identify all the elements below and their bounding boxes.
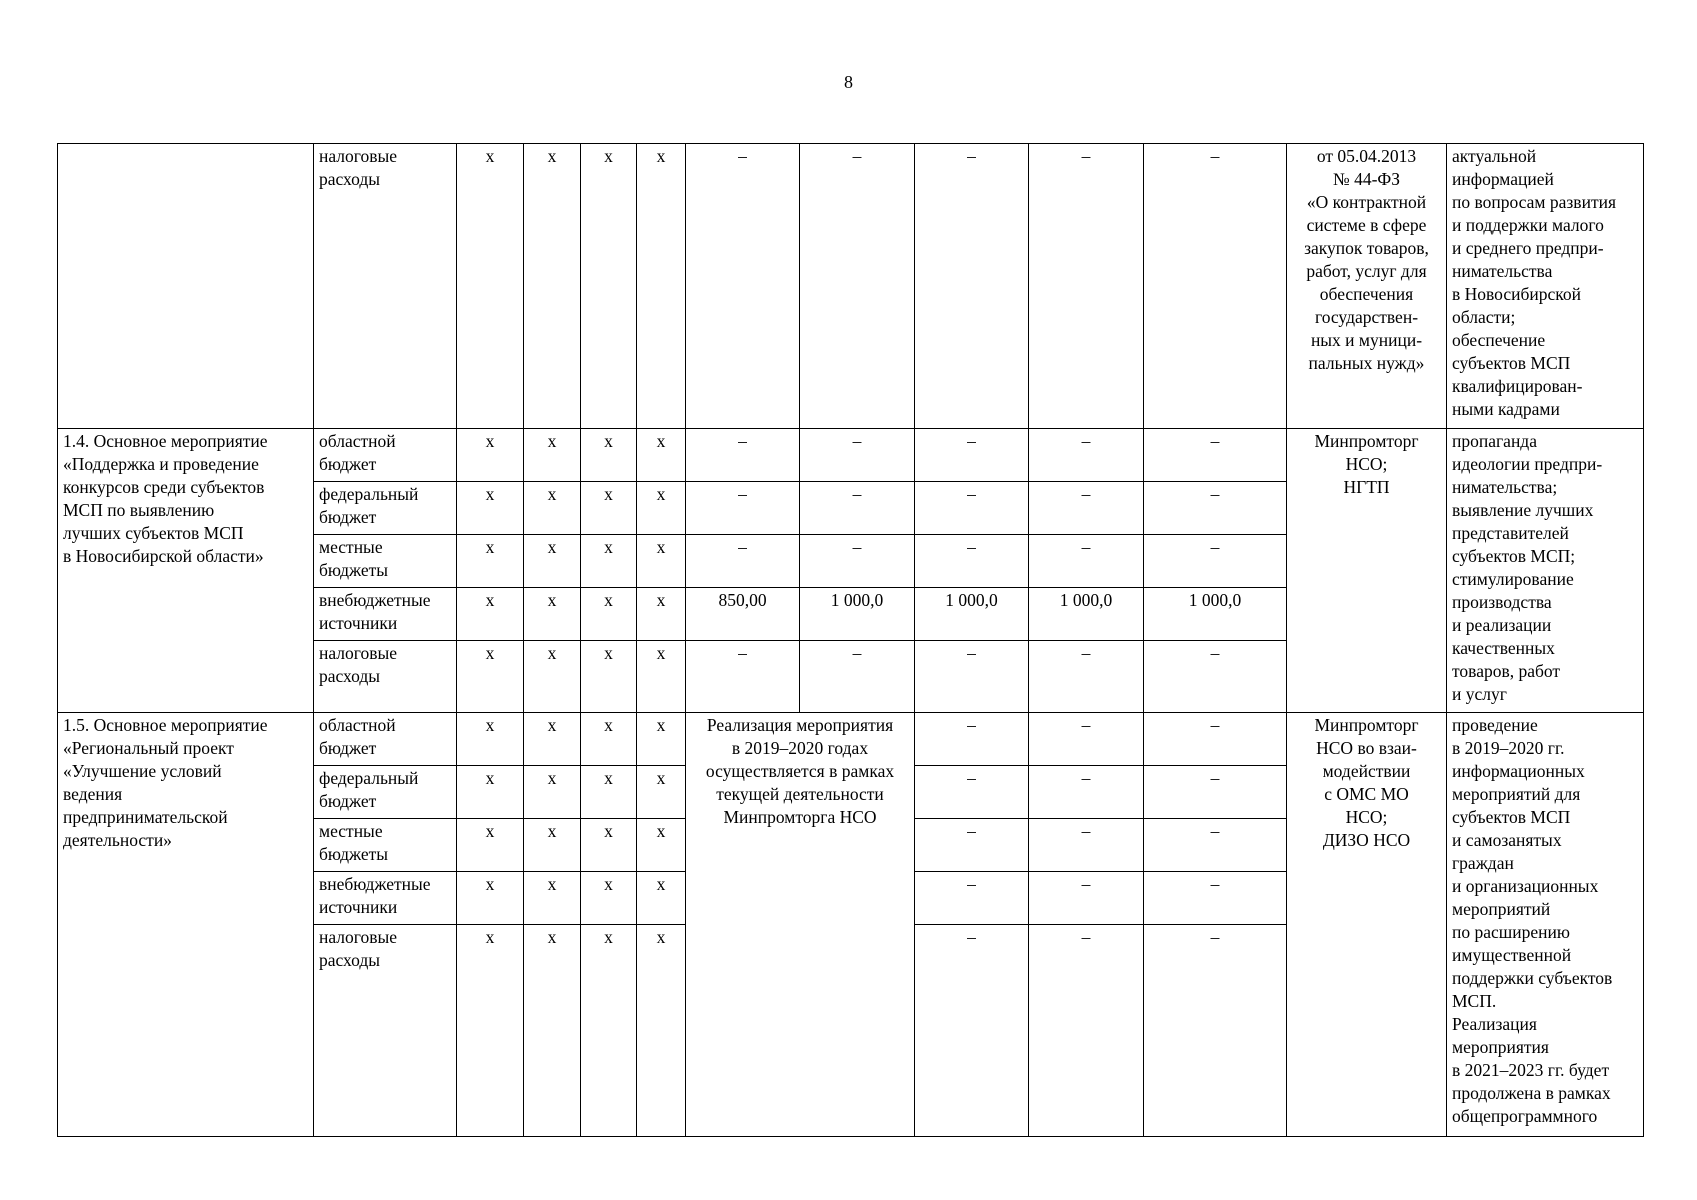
page-number: 8 (844, 72, 853, 92)
year-value: – (686, 482, 800, 535)
year-value: – (1144, 482, 1287, 535)
cell-x: х (524, 482, 581, 535)
year-value: – (1029, 535, 1144, 588)
year-value: – (1144, 925, 1287, 1137)
cell-x: х (637, 144, 686, 429)
year-value: – (915, 713, 1029, 766)
cell-x: х (457, 482, 524, 535)
measure-cell-empty (58, 144, 314, 429)
cell-x: х (457, 588, 524, 641)
year-value: – (915, 641, 1029, 713)
year-value: – (915, 482, 1029, 535)
cell-x: х (581, 482, 637, 535)
funding-source: налоговые расходы (314, 925, 457, 1137)
year-value: – (1029, 819, 1144, 872)
year-value: – (800, 429, 915, 482)
year-value: – (1029, 482, 1144, 535)
cell-x: х (457, 819, 524, 872)
cell-x: х (581, 588, 637, 641)
cell-x: х (524, 641, 581, 713)
year-value: – (1029, 641, 1144, 713)
cell-x: х (524, 144, 581, 429)
year-value: – (686, 535, 800, 588)
cell-x: х (581, 429, 637, 482)
cell-x: х (637, 429, 686, 482)
cell-x: х (637, 925, 686, 1137)
cell-x: х (457, 872, 524, 925)
cell-x: х (637, 535, 686, 588)
year-value: – (915, 535, 1029, 588)
year-value: – (1029, 429, 1144, 482)
year-value: – (686, 144, 800, 429)
cell-x: х (457, 641, 524, 713)
executor-cell: Минпромторг НСО во взаи- модействии с ОМС МО НСО; ДИЗО НСО (1287, 713, 1447, 1137)
year-value: 1 000,0 (1144, 588, 1287, 641)
funding-source: местные бюджеты (314, 535, 457, 588)
cell-x: х (581, 819, 637, 872)
executor-cell: от 05.04.2013 № 44-ФЗ «О контрактной системе в сфере закупок товаров, работ, услуг для обеспечения государствен- ных и муници- пальных нужд» (1287, 144, 1447, 429)
measure-title: 1.4. Основное мероприятие «Поддержка и проведение конкурсов среди субъектов МСП по выявлению лучших субъектов МСП в Новосибирской области» (58, 429, 314, 713)
cell-x: х (524, 713, 581, 766)
funding-source: внебюджетные источники (314, 588, 457, 641)
cell-x: х (524, 588, 581, 641)
funding-source: областной бюджет (314, 429, 457, 482)
year-value: – (800, 482, 915, 535)
year-value: – (1144, 819, 1287, 872)
cell-x: х (581, 713, 637, 766)
cell-x: х (637, 766, 686, 819)
year-value: – (1029, 766, 1144, 819)
cell-x: х (524, 429, 581, 482)
year-value: – (1144, 429, 1287, 482)
cell-x: х (581, 641, 637, 713)
cell-x: х (524, 766, 581, 819)
year-value: – (686, 429, 800, 482)
cell-x: х (637, 872, 686, 925)
year-value: – (1144, 144, 1287, 429)
funding-source: налоговые расходы (314, 144, 457, 429)
year-value: – (1144, 713, 1287, 766)
year-value: – (1144, 641, 1287, 713)
funding-source: налоговые расходы (314, 641, 457, 713)
year-value: – (1029, 144, 1144, 429)
year-value: – (1029, 713, 1144, 766)
table-row (58, 429, 1644, 482)
cell-x: х (581, 766, 637, 819)
year-value: – (1144, 872, 1287, 925)
cell-x: х (581, 925, 637, 1137)
result-cell: проведение в 2019–2020 гг. информационных мероприятий для субъектов МСП и самозанятых граждан и организационных мероприятий по расширению имущественной поддержки субъектов МСП. Реализация мероприятия в 2021–2023 гг. будет продолжена в рамках общепрограммного (1447, 713, 1644, 1137)
cell-x: х (457, 429, 524, 482)
cell-x: х (581, 535, 637, 588)
year-value: – (800, 641, 915, 713)
result-cell: актуальной информацией по вопросам развития и поддержки малого и среднего предпри- нимательства в Новосибирской области; обеспечение субъектов МСП квалифицирован- ными кадрами (1447, 144, 1644, 429)
year-value: – (915, 872, 1029, 925)
year-value: 850,00 (686, 588, 800, 641)
merged-note-cell: Реализация мероприятия в 2019–2020 годах осуществляется в рамках текущей деятельности Минпромторга НСО (686, 713, 915, 1137)
cell-x: х (637, 713, 686, 766)
measure-title: 1.5. Основное мероприятие «Региональный проект «Улучшение условий ведения предпринимательской деятельности» (58, 713, 314, 1137)
funding-source: местные бюджеты (314, 819, 457, 872)
year-value: – (686, 641, 800, 713)
year-value: – (800, 535, 915, 588)
cell-x: х (581, 872, 637, 925)
year-value: – (1029, 925, 1144, 1137)
year-value: 1 000,0 (915, 588, 1029, 641)
year-value: – (1144, 766, 1287, 819)
table-row (58, 144, 1644, 429)
cell-x: х (524, 819, 581, 872)
cell-x: х (457, 535, 524, 588)
cell-x: х (637, 641, 686, 713)
cell-x: х (524, 872, 581, 925)
table-row (58, 713, 1644, 766)
funding-source: областной бюджет (314, 713, 457, 766)
program-table (57, 143, 1644, 1137)
result-cell: пропаганда идеологии предпри- нимательства; выявление лучших представителей субъектов МСП; стимулирование производства и реализации качественных товаров, работ и услуг (1447, 429, 1644, 713)
year-value: – (915, 819, 1029, 872)
year-value: – (915, 925, 1029, 1137)
year-value: – (915, 429, 1029, 482)
funding-source: федеральный бюджет (314, 766, 457, 819)
cell-x: х (637, 819, 686, 872)
funding-source: федеральный бюджет (314, 482, 457, 535)
year-value: – (800, 144, 915, 429)
cell-x: х (637, 588, 686, 641)
year-value: 1 000,0 (1029, 588, 1144, 641)
cell-x: х (457, 766, 524, 819)
executor-cell: Минпромторг НСО; НГТП (1287, 429, 1447, 713)
cell-x: х (581, 144, 637, 429)
cell-x: х (524, 925, 581, 1137)
cell-x: х (637, 482, 686, 535)
cell-x: х (457, 144, 524, 429)
cell-x: х (524, 535, 581, 588)
cell-x: х (457, 925, 524, 1137)
year-value: – (1144, 535, 1287, 588)
year-value: – (915, 766, 1029, 819)
year-value: – (915, 144, 1029, 429)
funding-source: внебюджетные источники (314, 872, 457, 925)
year-value: – (1029, 872, 1144, 925)
year-value: 1 000,0 (800, 588, 915, 641)
cell-x: х (457, 713, 524, 766)
